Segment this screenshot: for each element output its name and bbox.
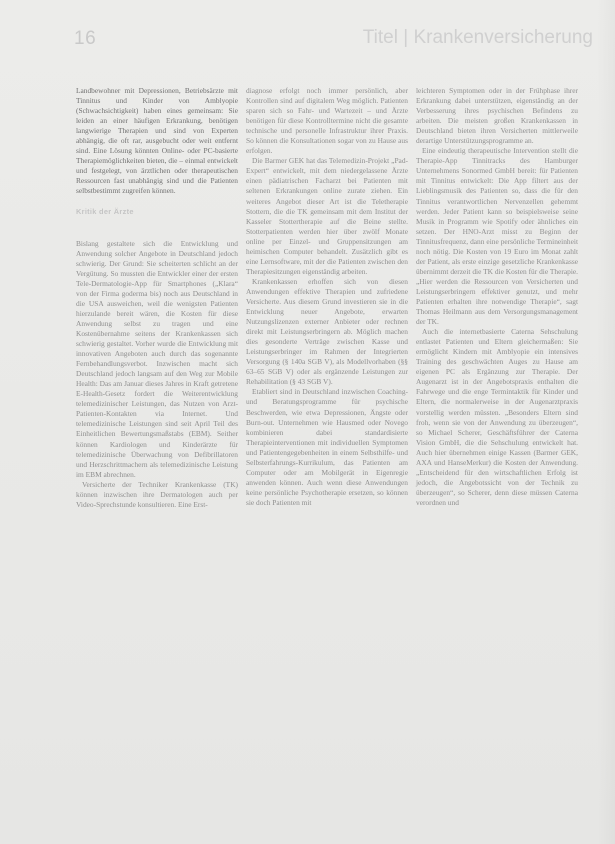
- scan-edge-shadow: [597, 0, 615, 844]
- page-number: 16: [74, 28, 97, 49]
- paragraph: Bislang gestaltete sich die Entwicklung und Anwendung solcher Angebote in Deutschland jedoch schwierig. Der Grund: Sie scheiterten schlicht an der Vergütung. So mussten die Entwickler einer der ersten Tele-Dermatologie-App für Smartphones („Klara“ von der Firma goderma bis) noch aus Deutschland in die USA ausweichen, weil die wenigsten Patienten hierzulande bereit wären, die Kosten für diese Anwendung selbst zu tragen und eine Kostenübernahme seitens der Krankenkassen sich schwierig gestaltet. Vorher wurde die Entwicklung mit innovativen Angeboten auch durch das sogenannte Fernbehandlungsverbot. Inzwischen macht sich Deutschland jedoch langsam auf den Weg zur Mobile Health: Das am Januar dieses Jahres in Kraft getretene E-Health-Gesetz fordert die Weiterentwicklung telemedizinischer Leistungen, das Nutzen von Arzt-Patienten-Kontakten via Internet. Und telemedizinische Leistungen sind seit April Teil des Einheitlichen Bewertungsmaßstabs (EBM). Seither können Kardiologen und Kinderärzte für telemedizinische Überwachung von Defibrillatoren und Herzschrittmachern als telemedizinische Leistung im EBM abrechnen.: [76, 238, 238, 479]
- paragraph: Landbewohner mit Depressionen, Betriebsärzte mit Tinnitus und Kinder von Amblyopie (Schwachsichtigkeit) haben eines gemeinsam: Sie leiden an einer häufigen Erkrankung, benötigen langwierige Therapien und sind von Experten abhängig, die oft rar, ausgebucht oder weit entfernt sind. Eine Lösung könnten Online- oder PC-basierte Therapiemöglichkeiten bieten, die – einmal entwickelt und festgelegt, von ärztlichen oder therapeutischen Ressourcen fast unabhängig sind und die Patienten selbstbestimmt zugreifen können.: [76, 86, 238, 196]
- paragraph: Etabliert sind in Deutschland inzwischen Coaching- und Beratungsprogramme für psychische Beschwerden, wie etwa Depressionen, Ängste oder Burn-out. Unternehmen wie Hausmed oder Novego kombinieren dabei standardisierte Therapieinterventionen mit individuellen Symptomen und Patientengegebenheiten in einem Selbsthilfe- und Selbsterfahrungs-Kurrikulum, das Patienten am Computer oder am Mobilgerät in Eigenregie anwenden können. Auch wenn diese Anwendungen keine persönliche Psychotherapie ersetzen, so können sie doch Patienten mit: [246, 387, 408, 507]
- paragraph: Eine eindeutig therapeutische Intervention stellt die Therapie-App Tinnitracks des Hamburger Unternehmens Sonormed GmbH bereit: für Patienten mit Tinnitus entwickelt: Die App filtert aus der Lieblingsmusik des Patienten so, dass die für den Tinnitus verantwortlichen Nervenzellen gehemmt werden. Jeder Patient kann so beispielsweise seine Musik in Programm wie Spotify oder ähnliches ein setzen. Der HNO-Arzt misst zu Beginn der Tinnitusfrequenz, dann eine persönliche Termineinheit noch nötig. Die Kosten von 19 Euro im Monat zahlt der Patient, als erste einzige gesetzliche Krankenkasse übernimmt derzeit die TK die Kosten für die Therapie. „Hier werden die Ressourcen von Versicherten und Leistungserbringern effektiver genutzt, und mehr Patienten erhalten ihre notwendige Therapie“, sagt Thomas Heilmann aus dem Versorgungsmanagement der TK.: [416, 146, 578, 327]
- section-subhead: Kritik der Ärzte: [76, 206, 134, 216]
- paragraph: leichteren Symptomen oder in der Frühphase ihrer Erkrankung dabei unterstützen, eigenständig an der Verbesserung ihres psychischen Befindens zu arbeiten. Die meisten großen Krankenkassen in Deutschland bieten ihren Versicherten mittlerweile derartige Unterstützungsprogramme an.: [416, 86, 578, 146]
- paragraph: Krankenkassen erhoffen sich von diesen Anwendungen effektive Therapien und zufriedene Versicherte. Aus diesem Grund investieren sie in die Entwicklung neuer Angebote, erwarten Nutzungslizenzen externer Anbieter oder rechnen direkt mit Leistungserbringern ab. Möglich machen dies gesonderte Verträge zwischen Kasse und Leistungserbringer im Rahmen der Integrierten Versorgung (§ 140a SGB V), als Modellvorhaben (§§ 63–65 SGB V) oder als ergänzende Leistungen zur Rehabilitation (§ 43 SGB V).: [246, 276, 408, 387]
- paragraph: Auch die internetbasierte Caterna Sehschulung entlastet Patienten und Eltern gleichermaßen: Sie ermöglicht Kindern mit Amblyopie ein intensives Training des geschwächten Auges zu Hause am eigenen PC als Ergänzung zur Therapie. Der Augenarzt ist in der Angebotspraxis enthalten die Fahrwege und die enge Termintaktik für Kinder und Eltern, die normalerweise in der Augenarztpraxis vorstellig werden müssten. „Besonders Eltern sind froh, wenn sie von der Anwendung zu überzeugen“, so Michael Scherer, Geschäftsführer der Caterna Vision GmbH, die die Sehschulung entwickelt hat. Auch hier übernehmen einige Kassen (Barmer GEK, AXA und HanseMerkur) die Kosten der Anwendung. „Entscheidend für den wirtschaftlichen Erfolg ist jedoch, die Angebotssicht von der Technik zu überzeugen“, so Scherer, denn diese müssen Caterna verordnen und: [416, 327, 578, 507]
- paragraph: diagnose erfolgt noch immer persönlich, aber Kontrollen sind auf digitalem Weg möglich. Patienten sparen sich so Fahr- und Wartezeit – und Ärzte benötigen für diese Kontrolltermine nicht die gesamte technische und personelle Infrastruktur ihrer Praxis. So können die Konsultationen sogar von zu Hause aus erfolgen.: [246, 86, 408, 156]
- paragraph: Versicherte der Techniker Krankenkasse (TK) können inzwischen ihre Dermatologen auch per Video-Sprechstunde konsultieren. Eine Erst-: [76, 479, 238, 509]
- paragraph: Die Barmer GEK hat das Telemedizin-Projekt „Pad-Expert“ entwickelt, mit dem niedergelassene Ärzte einen pädiatrischen Facharzt bei Patienten mit seltenen Erkrankungen online zurate ziehen. Ein weiteres Angebot dieser Art ist die Teletherapie Stottern, die die TK gemeinsam mit dem Institut der Kasseler Stottertherapie auf die Beine stellte. Stotterpatienten werden hier über zwölf Monate online per Einzel- und Gruppensitzungen am heimischen Computer behandelt. Zusätzlich gibt es eine Lernsoftware, mit der die Patienten zwischen den Therapiesitzungen eigenständig arbeiten.: [246, 156, 408, 276]
- running-head: Titel | Krankenversicherung: [362, 27, 593, 48]
- text-column-3: [416, 86, 578, 508]
- text-column-2: [246, 86, 408, 508]
- text-column-1: [76, 86, 238, 510]
